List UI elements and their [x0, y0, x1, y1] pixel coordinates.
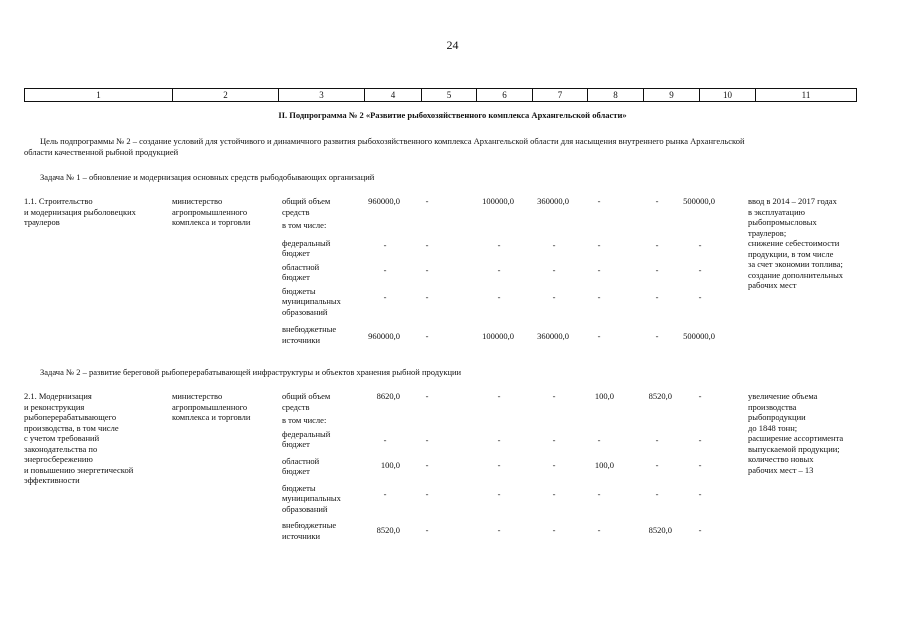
column-header: 1 — [25, 89, 173, 101]
value-cell: 8620,0 — [376, 391, 400, 401]
value-cell: - — [497, 435, 501, 445]
value-cell: 8520,0 — [376, 525, 400, 535]
task-1-title: Задача № 1 – обновление и модернизация основных средств рыбодобывающих организаций — [40, 172, 375, 182]
column-header: 8 — [588, 89, 644, 101]
goal-text: Цель подпрограммы № 2 – создание условий для устойчивого и динамичного развития рыбохозяйственного комплекса Архангельской области для насыщения внутреннего рынка Архангельской — [40, 136, 745, 146]
value-cell: 360000,0 — [537, 196, 569, 206]
value-cell: - — [655, 292, 659, 302]
value-cell: - — [597, 525, 601, 535]
value-cell: 500000,0 — [683, 331, 715, 341]
value-cell: - — [425, 196, 429, 206]
value-cell: - — [597, 489, 601, 499]
value-cell: - — [597, 292, 601, 302]
column-header: 11 — [801, 90, 811, 100]
value-cell: - — [655, 460, 659, 470]
value-cell: - — [552, 391, 556, 401]
value-cell: - — [497, 525, 501, 535]
value-cell: - — [597, 435, 601, 445]
column-header: 10 — [700, 89, 756, 101]
value-cell: 100,0 — [594, 391, 614, 401]
value-cell: - — [383, 292, 387, 302]
value-cell: - — [497, 391, 501, 401]
value-cell: 360000,0 — [537, 331, 569, 341]
value-cell: - — [597, 196, 601, 206]
value-cell: - — [497, 460, 501, 470]
value-cell: - — [383, 240, 387, 250]
page-number: 24 — [446, 38, 459, 52]
value-cell: - — [425, 265, 429, 275]
value-cell: 500000,0 — [683, 196, 715, 206]
value-cell: - — [655, 489, 659, 499]
value-cell: - — [497, 489, 501, 499]
value-cell: - — [655, 196, 659, 206]
value-cell: - — [655, 435, 659, 445]
value-cell: - — [655, 240, 659, 250]
value-cell: - — [698, 460, 702, 470]
column-header: 6 — [477, 89, 533, 101]
value-cell: - — [698, 391, 702, 401]
value-cell: - — [552, 435, 556, 445]
column-header: 5 — [422, 89, 477, 101]
column-header: 7 — [533, 89, 588, 101]
value-cell: - — [698, 292, 702, 302]
value-cell: - — [597, 240, 601, 250]
value-cell: - — [597, 265, 601, 275]
column-header: 4 — [365, 89, 422, 101]
task-2-title: Задача № 2 – развитие береговой рыбоперерабатывающей инфраструктуры и объектов хранения рыбной продукции — [40, 367, 462, 377]
value-cell: - — [552, 265, 556, 275]
value-cell: - — [655, 331, 659, 341]
column-header: 9 — [644, 89, 700, 101]
value-cell: - — [552, 489, 556, 499]
value-cell: - — [425, 435, 429, 445]
item-2-name: 2.1. Модернизация и реконструкция рыбоперерабатывающего производства, в том числе с учетом требований законодательства по энергосбережению и повышению энергетической эффективности — [24, 391, 134, 485]
column-header: 2 — [173, 89, 279, 101]
value-cell: - — [425, 525, 429, 535]
item-2-executor: министерство агропромышленного комплекса и торговли — [172, 391, 251, 422]
value-cell: - — [552, 460, 556, 470]
value-cell: - — [383, 489, 387, 499]
section-title: II. Подпрограмма № 2 «Развитие рыбохозяйственного комплекса Архангельской области» — [278, 110, 627, 120]
value-cell: 100000,0 — [482, 196, 514, 206]
value-cell: 8520,0 — [648, 525, 672, 535]
value-cell: - — [383, 265, 387, 275]
value-cell: - — [698, 240, 702, 250]
value-cell: - — [698, 489, 702, 499]
column-header: 3 — [279, 89, 365, 101]
value-cell: - — [552, 292, 556, 302]
value-cell: 8520,0 — [648, 391, 672, 401]
item-1-result: ввод в 2014 – 2017 годах в эксплуатацию рыбопромысловых траулеров; снижение себестоимости продукции, в том числе за счет экономии топлива; создание дополнительных рабочих мест — [748, 196, 844, 290]
value-cell: - — [425, 460, 429, 470]
value-cell: - — [425, 292, 429, 302]
value-cell: 100,0 — [594, 460, 614, 470]
value-cell: - — [552, 525, 556, 535]
item-2-result: увеличение объема производства рыбопродукции до 1848 тонн; расширение ассортимента выпускаемой продукции; количество новых рабочих мест – 13 — [748, 391, 844, 475]
value-cell: - — [698, 525, 702, 535]
value-cell: - — [497, 265, 501, 275]
value-cell: - — [552, 240, 556, 250]
value-cell: - — [425, 489, 429, 499]
column-number-header — [24, 88, 857, 102]
item-1-name: 1.1. Строительство и модернизация рыболовецких траулеров — [24, 196, 136, 227]
value-cell: - — [425, 331, 429, 341]
value-cell: 960000,0 — [368, 196, 400, 206]
value-cell: - — [497, 292, 501, 302]
item-1-funding-sources: общий объем средств в том числе: федеральный бюджет областной бюджет бюджеты муниципальных образований внебюджетные источники — [282, 196, 341, 345]
value-cell: - — [655, 265, 659, 275]
value-cell: 960000,0 — [368, 331, 400, 341]
value-cell: - — [425, 240, 429, 250]
item-1-executor: министерство агропромышленного комплекса и торговли — [172, 196, 251, 227]
value-cell: - — [425, 391, 429, 401]
value-cell: 100000,0 — [482, 331, 514, 341]
value-cell: 100,0 — [380, 460, 400, 470]
goal-text-continued: области качественной рыбной продукцией — [24, 147, 179, 157]
value-cell: - — [597, 331, 601, 341]
value-cell: - — [698, 435, 702, 445]
item-2-funding-sources: общий объем средств в том числе: федеральный бюджет областной бюджет бюджеты муниципальных образований внебюджетные источники — [282, 391, 341, 541]
value-cell: - — [383, 435, 387, 445]
value-cell: - — [497, 240, 501, 250]
value-cell: - — [698, 265, 702, 275]
